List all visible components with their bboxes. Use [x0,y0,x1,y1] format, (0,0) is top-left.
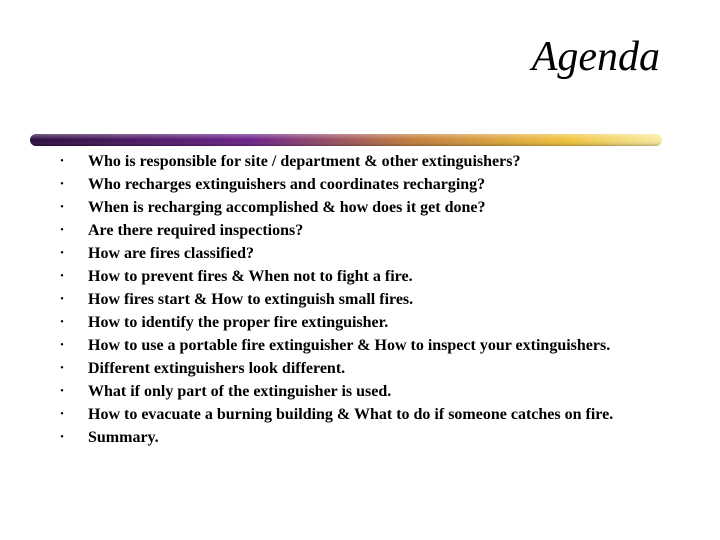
title-divider-rule [30,132,662,148]
list-item [56,336,676,356]
list-item-text: How to use a portable fire extinguisher & How to inspect your extinguishers. [88,337,611,354]
list-item [56,221,676,241]
list-item-text: How to evacuate a burning building & What to do if someone catches on fire. [88,406,614,423]
list-item-text: Who is responsible for site / department & other extinguishers? [88,153,521,170]
list-item-text: Are there required inspections? [88,222,304,239]
list-item-text: How fires start & How to extinguish small fires. [88,291,414,308]
agenda-list [56,152,676,451]
bullet-icon: • [60,409,64,420]
list-item-text: Who recharges extinguishers and coordinates recharging? [88,176,486,193]
list-item-text: What if only part of the extinguisher is used. [88,383,392,400]
list-item-text: Summary. [88,429,159,446]
list-item [56,152,676,172]
bullet-icon: • [60,317,64,328]
slide-title: Agenda [531,34,660,80]
list-item [56,267,676,287]
list-item-text: How to identify the proper fire extinguisher. [88,314,389,331]
list-item [56,359,676,379]
bullet-icon: • [60,225,64,236]
bullet-icon: • [60,340,64,351]
bullet-icon: • [60,248,64,259]
bullet-icon: • [60,156,64,167]
list-item [56,175,676,195]
list-item-text: How are fires classified? [88,245,255,262]
bullet-icon: • [60,363,64,374]
list-item-text: How to prevent fires & When not to fight a fire. [88,268,413,285]
list-item [56,313,676,333]
list-item [56,382,676,402]
list-item-text: When is recharging accomplished & how does it get done? [88,199,486,216]
list-item-text: Different extinguishers look different. [88,360,346,377]
bullet-icon: • [60,202,64,213]
list-item [56,428,676,448]
bullet-icon: • [60,179,64,190]
bullet-icon: • [60,386,64,397]
list-item [56,290,676,310]
bullet-icon: • [60,294,64,305]
bullet-icon: • [60,271,64,282]
list-item [56,198,676,218]
list-item [56,405,676,425]
bullet-icon: • [60,432,64,443]
list-item [56,244,676,264]
